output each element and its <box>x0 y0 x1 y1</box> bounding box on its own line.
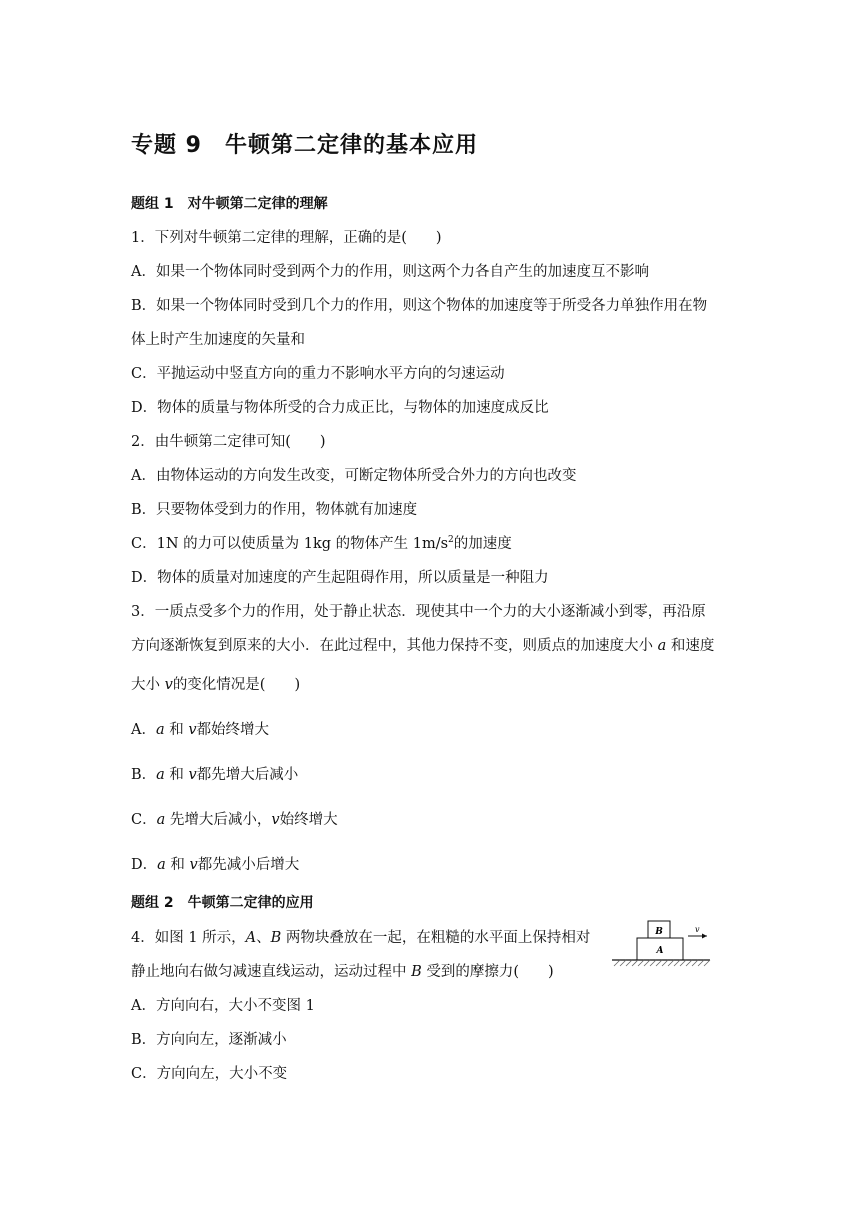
q3-c-prefix: C． <box>131 812 157 828</box>
velocity-arrowhead-icon <box>702 934 707 939</box>
q3-option-c <box>131 810 338 830</box>
velocity-label: v <box>695 925 700 934</box>
q2-option-c <box>131 534 512 554</box>
var-v: v <box>164 677 173 693</box>
q1-option-b-line2: 体上时产生加速度的矢量和 <box>131 332 305 348</box>
q2-stem: 2．由牛顿第二定律可知( ) <box>131 434 326 450</box>
q4-line1-suffix: 两物块叠放在一起，在粗糙的水平面上保持相对 <box>281 930 591 946</box>
q2-option-d: D．物体的质量对加速度的产生起阻碍作用，所以质量是一种阻力 <box>131 570 549 586</box>
q4-line2-text: 静止地向右做匀减速直线运动，运动过程中 <box>131 964 412 980</box>
q3-b-text: 都先增大后减小 <box>196 767 299 783</box>
q3-option-b <box>131 765 298 785</box>
q2-option-c-exponent: 2 <box>448 535 454 546</box>
q3-b-mid: 和 <box>164 767 189 783</box>
var-a: a <box>157 857 166 873</box>
q3-a-mid: 和 <box>164 722 189 738</box>
q4-stem-line2 <box>131 962 554 982</box>
q3-line2-suffix: 和速度 <box>666 638 715 654</box>
q3-c-mid: 先增大后减小， <box>165 812 272 828</box>
var-a: a <box>156 767 165 783</box>
var-a: a <box>156 812 166 828</box>
q3-line3-suffix: 的变化情况是( ) <box>172 677 301 693</box>
q3-option-a <box>131 720 269 740</box>
group-1-heading: 题组 1 对牛顿第二定律的理解 <box>131 196 328 212</box>
q2-option-a: A．由物体运动的方向发生改变，可断定物体所受合外力的方向也改变 <box>131 468 577 484</box>
q3-line3-text: 大小 <box>131 677 165 693</box>
q1-option-d: D．物体的质量与物体所受的合力成正比，与物体的加速度成反比 <box>131 400 549 416</box>
q2-option-c-text: C．1N 的力可以使质量为 1kg 的物体产生 1m/s <box>131 536 449 552</box>
q1-option-a: A．如果一个物体同时受到两个力的作用，则这两个力各自产生的加速度互不影响 <box>131 264 649 280</box>
var-a: a <box>657 638 667 654</box>
var-v: v <box>188 722 197 738</box>
q4-line1-text: 4．如图 1 所示， <box>131 930 246 946</box>
figure-1-blocks-diagram <box>610 918 712 972</box>
q4-stem-line1 <box>131 928 590 948</box>
q3-stem-line2 <box>131 636 714 656</box>
page-title: 专题 9 牛顿第二定律的基本应用 <box>131 133 478 158</box>
q3-d-mid: 和 <box>165 857 190 873</box>
q2-option-b: B．只要物体受到力的作用，物体就有加速度 <box>131 502 418 518</box>
var-v: v <box>188 767 197 783</box>
block-a-label: A <box>656 946 664 956</box>
q3-c-text: 始终增大 <box>279 812 338 828</box>
var-v: v <box>189 857 198 873</box>
q4-option-b: B．方向向左，逐渐减小 <box>131 1032 287 1048</box>
ground-hatching <box>614 960 710 966</box>
group-2-heading: 题组 2 牛顿第二定律的应用 <box>131 895 314 911</box>
q1-option-b-line1: B．如果一个物体同时受到几个力的作用，则这个物体的加速度等于所受各力单独作用在物 <box>131 298 708 314</box>
var-v: v <box>271 812 280 828</box>
q3-stem-line3 <box>131 675 300 695</box>
var-a: a <box>155 722 165 738</box>
q3-a-prefix: A． <box>131 722 156 738</box>
q4-separator: 、 <box>256 930 271 946</box>
block-b-label: B <box>655 927 663 937</box>
q4-line2-suffix: 受到的摩擦力( ) <box>421 964 554 980</box>
q3-stem-line1: 3．一质点受多个力的作用，处于静止状态．现使其中一个力的大小逐渐减小到零，再沿原 <box>131 604 706 620</box>
q3-a-text: 都始终增大 <box>196 722 270 738</box>
q3-b-prefix: B． <box>131 767 157 783</box>
q3-line2-text: 方向逐渐恢复到原来的大小．在此过程中，其他力保持不变，则质点的加速度大小 <box>131 638 658 654</box>
q4-option-c: C．方向向左，大小不变 <box>131 1066 288 1082</box>
q3-option-d <box>131 855 299 875</box>
q4-option-a: A．方向向右，大小不变图 1 <box>131 998 315 1014</box>
var-A: A <box>245 930 257 946</box>
q3-d-text: 都先减小后增大 <box>197 857 300 873</box>
q1-option-c: C．平抛运动中竖直方向的重力不影响水平方向的匀速运动 <box>131 366 505 382</box>
q1-stem: 1．下列对牛顿第二定律的理解，正确的是( ) <box>131 230 442 246</box>
q3-d-prefix: D． <box>131 857 158 873</box>
var-B: B <box>411 964 422 980</box>
q2-option-c-suffix: 的加速度 <box>453 536 512 552</box>
var-B: B <box>270 930 282 946</box>
